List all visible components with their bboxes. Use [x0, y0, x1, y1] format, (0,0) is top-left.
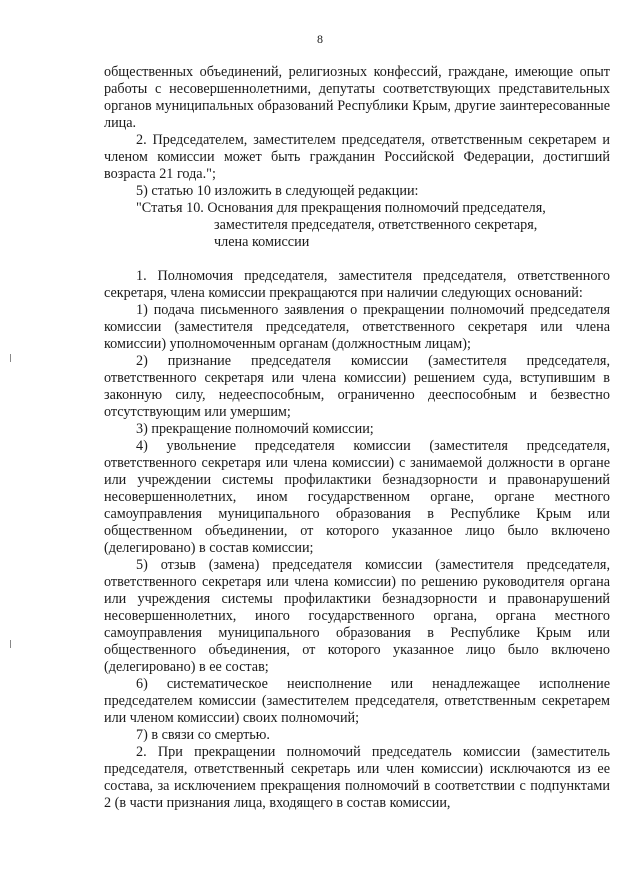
scan-mark [10, 354, 11, 362]
article-title-line-1: "Статья 10. Основания для прекращения полномочий председателя, [136, 200, 546, 216]
clause-2: 2. При прекращении полномочий председатель комиссии (заместитель председателя, ответственный секретарь или член комиссии) исключаются из ее состава, за исключением прекращения полномочий в соответствии с подпунктами 2 (в части признания лица, входящего в состав комиссии, [104, 744, 610, 811]
subclause-1: 1) подача письменного заявления о прекращении полномочий председателя комиссии (заместителя председателя, ответственного секретаря или члена комиссии) уполномоченным органам (должностным лицам); [104, 302, 610, 352]
paragraph-continuation: общественных объединений, религиозных конфессий, граждане, имеющие опыт работы с несовершеннолетними, депутаты соответствующих представительных органов муниципальных образований Республики Крым, другие заинтересованные лица. [104, 64, 610, 131]
article-title [104, 200, 610, 251]
subclause-4: 4) увольнение председателя комиссии (заместителя председателя, ответственного секретаря или члена комиссии) с занимаемой должности в органе или учреждении системы профилактики безнадзорности и правонарушений несовершеннолетних, ином государственном органе, органе местного самоуправления муниципального образования в Республике Крым или общественном объединении, от которого указанное лицо было включено (делегировано) в состав комиссии; [104, 438, 610, 556]
spacer [104, 251, 610, 268]
page-number: 8 [317, 32, 323, 46]
paragraph-chairman-eligibility: 2. Председателем, заместителем председателя, ответственным секретарем и членом комиссии может быть гражданин Российской Федерации, достигший возраста 21 года."; [104, 132, 610, 182]
subclause-3: 3) прекращение полномочий комиссии; [136, 421, 374, 437]
article-title-line-2: заместителя председателя, ответственного секретаря, [214, 217, 538, 233]
clause-1: 1. Полномочия председателя, заместителя председателя, ответственного секретаря, члена комиссии прекращаются при наличии следующих оснований: [104, 268, 610, 301]
subclause-6: 6) систематическое неисполнение или ненадлежащее исполнение председателем комиссии (заместителем председателя, ответственным секретарем или членом комиссии) своих полномочий; [104, 676, 610, 726]
subclause-2: 2) признание председателя комиссии (заместителя председателя, ответственного секретаря или члена комиссии) решением суда, вступившим в законную силу, недееспособным, ограниченно дееспособным и безвестно отсутствующим или умершим; [104, 353, 610, 420]
scan-mark [10, 640, 11, 648]
subclause-7: 7) в связи со смертью. [136, 727, 270, 743]
document-body [104, 64, 610, 812]
article-title-line-3: члена комиссии [214, 234, 310, 250]
paragraph-amendment-intro: 5) статью 10 изложить в следующей редакции: [136, 183, 419, 199]
subclause-5: 5) отзыв (замена) председателя комиссии (заместителя председателя, ответственного секретаря или члена комиссии) по решению руководителя органа или учреждения системы профилактики безнадзорности и правонарушений несовершеннолетних, иного государственного органа, органа местного самоуправления муниципального образования в Республике Крым или общественного объединения, от которого указанное лицо было включено (делегировано) в ее состав; [104, 557, 610, 675]
